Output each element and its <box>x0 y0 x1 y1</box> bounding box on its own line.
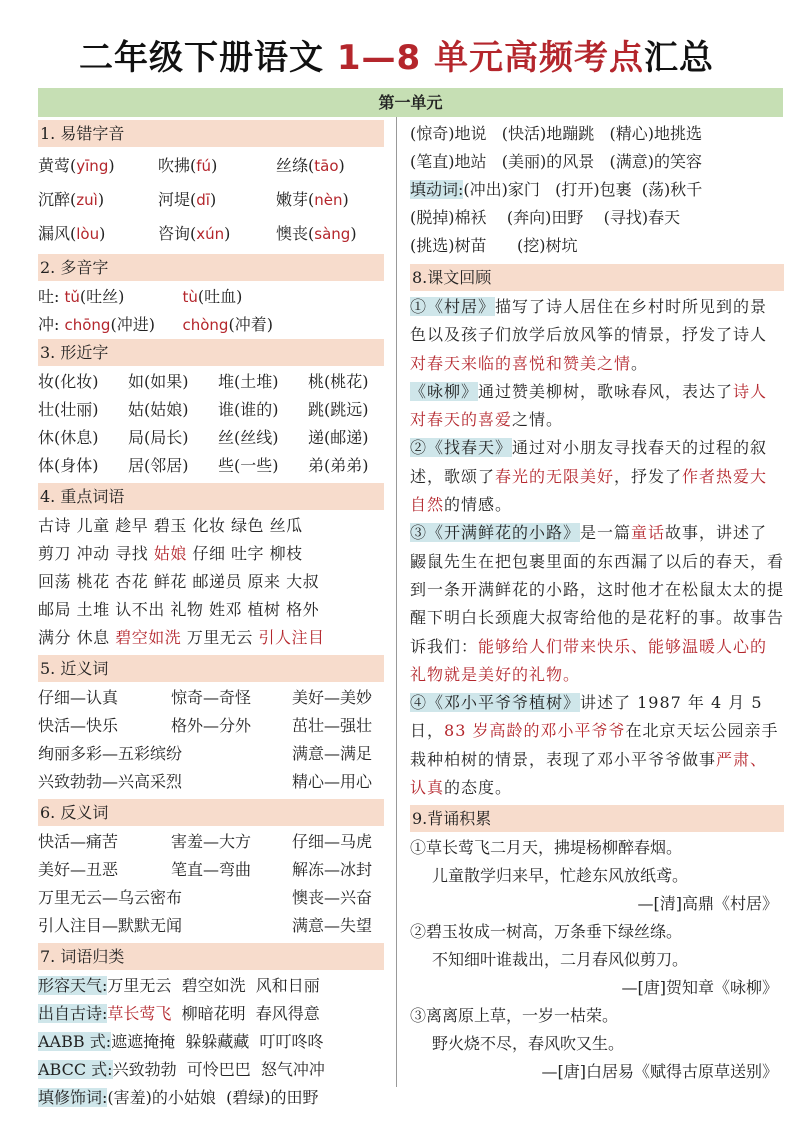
synonyms-list <box>38 684 384 796</box>
polyphonic-reading <box>64 283 182 311</box>
synonym-row <box>38 740 384 768</box>
section-heading-9: 9.背诵积累 <box>410 805 784 832</box>
word: 咨询 <box>158 224 191 243</box>
category-row <box>38 1056 384 1084</box>
key-word: 休息 <box>76 628 110 647</box>
description: ，抒发了 <box>614 466 683 486</box>
paren-open: ( <box>70 156 77 175</box>
section-heading-3: 3. 形近字 <box>38 339 384 366</box>
word-pair: 美好—丑恶 <box>38 860 119 879</box>
paren-open: ( <box>308 224 315 243</box>
word-pair: 仔细—马虎 <box>292 832 373 851</box>
key-word: 碧空如洗 <box>115 628 182 647</box>
key-word: 仔细 <box>192 544 226 563</box>
text-review-item <box>410 378 784 435</box>
lesson-title: ④《邓小平爷爷植树》 <box>410 693 581 713</box>
word-categories-continued <box>410 120 784 260</box>
word: 沉醉 <box>38 190 71 209</box>
word: 丝绦 <box>276 156 309 175</box>
text-review-item <box>410 434 784 519</box>
key-word: 丝瓜 <box>269 516 303 535</box>
left-column <box>38 120 384 1112</box>
key-word: 大叔 <box>286 572 320 591</box>
pinyin: tù <box>182 288 198 306</box>
text-review-item <box>410 689 784 802</box>
similar-char-item: 妆(化妆) <box>38 372 99 391</box>
key-point: 83 岁高龄的邓小平爷爷 <box>444 721 626 741</box>
similar-char-item: 如(如果) <box>128 372 189 391</box>
similar-char-item: 居(邻居) <box>128 456 189 475</box>
synonym-row <box>38 712 384 740</box>
paren-close: ) <box>211 156 218 175</box>
category-label: AABB 式: <box>38 1032 112 1051</box>
pinyin: tāo <box>314 157 339 175</box>
text-review-item <box>410 519 784 689</box>
pronunciation-item <box>276 149 345 183</box>
paren-open: ( <box>190 156 197 175</box>
key-point: 严肃、认真 <box>410 749 768 798</box>
right-column <box>410 120 784 1086</box>
section-heading-4: 4. 重点词语 <box>38 483 384 510</box>
description: 是一篇 <box>580 523 632 543</box>
key-point: 对春天来临的喜悦和赞美之情 <box>410 353 632 373</box>
word-categories-list <box>38 972 384 1112</box>
key-point: 诗人对春天的喜爱 <box>410 381 768 430</box>
example-word: (吐丝) <box>79 287 125 306</box>
key-word: 认不出 <box>115 600 165 619</box>
category-words: 万里无云 碧空如洗 风和日丽 <box>107 976 320 995</box>
word: 嫩芽 <box>276 190 309 209</box>
section-heading-8: 8.课文回顾 <box>410 264 784 291</box>
key-word: 土堆 <box>76 600 110 619</box>
word-pair: 惊奇—奇怪 <box>171 688 252 707</box>
category-row <box>38 1084 384 1112</box>
pinyin: chōng <box>64 316 111 334</box>
similar-char-item: 壮(壮丽) <box>38 400 99 419</box>
description: 描写了诗人居住在乡村时所见到的景色以及孩子们放学后放风筝的情景，抒发了诗人 <box>410 297 768 345</box>
category-label: 填修饰词: <box>38 1088 108 1107</box>
word: 吹拂 <box>158 156 191 175</box>
description: 的情感。 <box>444 495 513 515</box>
description: 讲述了 1987 年 4 月 5 日， <box>410 693 763 741</box>
key-words-row <box>38 540 384 568</box>
section-heading-1: 1. 易错字音 <box>38 120 384 147</box>
poem-attribution: —[唐]白居易《赋得古原草送别》 <box>541 1062 778 1082</box>
poem-line-1: ③离离原上草，一岁一枯荣。 <box>410 1006 619 1026</box>
poem-line-2: 不知细叶谁裁出，二月春风似剪刀。 <box>432 950 689 970</box>
synonym-row <box>38 684 384 712</box>
similar-char-row <box>38 396 384 424</box>
category-label: 形容天气: <box>38 976 108 995</box>
verb-words: (脱掉)棉袄 (奔向)田野 (寻找)春天 <box>410 208 681 227</box>
similar-char-item: 弟(弟弟) <box>308 456 369 475</box>
section-heading-2: 2. 多音字 <box>38 254 384 281</box>
word-pair: 绚丽多彩—五彩缤纷 <box>38 744 183 763</box>
key-words-row <box>38 596 384 624</box>
key-word: 化妆 <box>192 516 226 535</box>
polyphonic-row <box>38 311 384 339</box>
polyphonic-char: 吐: <box>38 287 65 306</box>
word-pair: 解冻—冰封 <box>292 860 373 879</box>
verb-row <box>410 204 784 232</box>
key-word: 邮局 <box>38 600 72 619</box>
word-pair: 笔直—弯曲 <box>171 860 252 879</box>
pronunciation-item <box>158 217 276 251</box>
paren-open: ( <box>190 224 197 243</box>
unit-banner: 第一单元 <box>38 88 783 117</box>
pinyin: sàng <box>314 225 351 243</box>
similar-char-item: 跳(跳远) <box>308 400 369 419</box>
antonym-row <box>38 912 384 940</box>
similar-char-item: 局(局长) <box>128 428 189 447</box>
poem-line-1: ①草长莺飞二月天，拂堤杨柳醉春烟。 <box>410 838 683 858</box>
poem-line-2: 儿童散学归来早，忙趁东风放纸鸢。 <box>432 866 689 886</box>
word-pair: 满意—满足 <box>292 744 373 763</box>
key-word: 绿色 <box>231 516 265 535</box>
word-pair: 快活—痛苦 <box>38 832 119 851</box>
similar-char-item: 休(休息) <box>38 428 99 447</box>
pronunciation-item <box>38 149 158 183</box>
pronunciation-item <box>158 183 276 217</box>
paren-close: ) <box>338 156 345 175</box>
key-word: 儿童 <box>76 516 110 535</box>
key-word: 原来 <box>247 572 281 591</box>
category-words: 兴致勃勃 可怜巴巴 怒气冲冲 <box>112 1060 325 1079</box>
section-heading-5: 5. 近义词 <box>38 655 384 682</box>
polyphonic-char-list <box>38 283 384 339</box>
word: 河堤 <box>158 190 191 209</box>
pronunciation-item <box>38 183 158 217</box>
word: 懊丧 <box>276 224 309 243</box>
key-point: 春光的无限美好 <box>495 466 615 486</box>
category-red-words: 草长莺飞 <box>107 1004 172 1023</box>
antonyms-list <box>38 828 384 940</box>
word-pair: 格外—分外 <box>171 716 252 735</box>
description: 在北京天坛公园亲手栽种柏树的情景，表现了邓小平爷爷做事 <box>410 721 779 769</box>
key-word: 姑娘 <box>153 544 187 563</box>
paren-close: ) <box>108 156 115 175</box>
lesson-title: ②《找春天》 <box>410 438 513 458</box>
similar-char-item: 递(邮递) <box>308 428 369 447</box>
key-word: 格外 <box>286 600 320 619</box>
page-title <box>0 30 793 79</box>
similar-char-item: 体(身体) <box>38 456 99 475</box>
word-pair: 兴致勃勃—兴高采烈 <box>38 772 183 791</box>
word-pair: 快活—快乐 <box>38 716 119 735</box>
key-word: 邮递员 <box>192 572 242 591</box>
word: 漏风 <box>38 224 71 243</box>
similar-char-item: 丝(丝线) <box>218 428 279 447</box>
title-prefix: 二年级下册语文 <box>79 38 337 78</box>
category-label: 出自古诗: <box>38 1004 108 1023</box>
pinyin: tǔ <box>64 288 80 306</box>
key-words-row <box>38 568 384 596</box>
poem-attribution: —[清]高鼎《村居》 <box>637 894 778 914</box>
key-word: 鲜花 <box>153 572 187 591</box>
key-point: 能够给人们带来快乐、能够温暖人心的礼物就是美好的礼物。 <box>410 636 768 684</box>
key-word: 古诗 <box>38 516 72 535</box>
poem-line-2: 野火烧不尽，春风吹又生。 <box>432 1034 625 1054</box>
verb-words: (冲出)家门 (打开)包裹 (荡)秋千 <box>463 180 703 199</box>
section-heading-6: 6. 反义词 <box>38 799 384 826</box>
key-word: 万里无云 <box>186 628 253 647</box>
word: 黄莺 <box>38 156 71 175</box>
key-words-row <box>38 624 384 652</box>
paren-close: ) <box>342 190 349 209</box>
synonym-row <box>38 768 384 796</box>
pinyin: zuì <box>76 191 98 209</box>
title-suffix: 汇总 <box>644 38 714 78</box>
antonym-row <box>38 828 384 856</box>
modifier-row: (惊奇)地说 (快活)地蹦跳 (精心)地挑选 <box>410 124 702 143</box>
pronunciation-item <box>276 217 357 251</box>
pronunciation-row <box>38 183 384 217</box>
example-word: (冲着) <box>228 315 273 334</box>
similar-char-row <box>38 424 384 452</box>
antonym-row <box>38 884 384 912</box>
polyphonic-reading <box>182 311 272 339</box>
recitation-list <box>410 834 784 1086</box>
paren-close: ) <box>97 190 105 209</box>
pronunciation-item <box>38 217 158 251</box>
lesson-title: ③《开满鲜花的小路》 <box>410 523 581 543</box>
similar-char-item: 谁(谁的) <box>218 400 279 419</box>
description: 之情。 <box>512 410 564 430</box>
lesson-title: ①《村居》 <box>410 297 496 316</box>
example-word: (吐血) <box>197 287 243 306</box>
description: 通过赞美柳树，歌咏春风，表达了 <box>478 381 734 401</box>
key-word: 杏花 <box>115 572 149 591</box>
key-words-list <box>38 512 384 652</box>
paren-open: ( <box>70 224 77 243</box>
polyphonic-row <box>38 283 384 311</box>
paren-close: ) <box>350 224 357 243</box>
paren-open: ( <box>308 156 315 175</box>
key-point: 作者热爱大自然 <box>410 466 768 515</box>
verb-row <box>410 232 784 260</box>
verb-label: 填动词: <box>410 180 464 199</box>
text-review-item <box>410 293 784 378</box>
polyphonic-reading <box>64 311 182 339</box>
pronunciation-item <box>276 183 349 217</box>
similar-char-grid <box>38 368 384 480</box>
word-pair: 引人注目—默默无闻 <box>38 916 183 935</box>
key-word: 回荡 <box>38 572 72 591</box>
word-pair: 懊丧—兴奋 <box>292 888 373 907</box>
word-pair: 害羞—大方 <box>171 832 252 851</box>
category-row <box>38 1028 384 1056</box>
poem-line-1: ②碧玉妆成一树高，万条垂下绿丝绦。 <box>410 922 683 942</box>
key-word: 寻找 <box>115 544 149 563</box>
pinyin: nèn <box>314 191 343 209</box>
key-word: 植树 <box>247 600 281 619</box>
pronunciation-row <box>38 149 384 183</box>
error-prone-pronunciation-list <box>38 149 384 251</box>
similar-char-item: 堆(土堆) <box>218 372 279 391</box>
key-word: 吐字 <box>231 544 265 563</box>
similar-char-item: 姑(姑娘) <box>128 400 189 419</box>
key-word: 满分 <box>38 628 72 647</box>
similar-char-row <box>38 368 384 396</box>
pronunciation-row <box>38 217 384 251</box>
pronunciation-item <box>158 149 276 183</box>
key-point: 童话 <box>631 523 666 543</box>
key-words-row <box>38 512 384 540</box>
column-divider <box>396 117 397 1087</box>
description: 通过对小朋友寻找春天的过程的叙述，歌颂了 <box>410 438 768 486</box>
pinyin: lòu <box>76 225 100 243</box>
pinyin: xún <box>196 225 225 243</box>
pinyin: yīng <box>76 157 109 175</box>
description: 。 <box>631 353 649 373</box>
key-word: 冲动 <box>76 544 110 563</box>
word-pair: 仔细—认真 <box>38 688 119 707</box>
verb-row <box>410 176 784 204</box>
key-word: 姓邓 <box>208 600 242 619</box>
paren-close: ) <box>224 224 231 243</box>
word-pair: 满意—失望 <box>292 916 373 935</box>
pinyin: dī <box>196 191 210 209</box>
lesson-title: 《咏柳》 <box>410 381 479 401</box>
antonym-row <box>38 856 384 884</box>
poem-attribution: —[唐]贺知章《咏柳》 <box>621 978 778 998</box>
description: 故事，讲述了鼹鼠先生在把包裹里面的东西漏了以后的春天，看到一条开满鲜花的小路，这时他才在松鼠太太的提醒下明白长颈鹿大叔寄给他的是花籽的事。故事告诉我们： <box>410 523 785 656</box>
paren-open: ( <box>70 190 77 209</box>
category-row <box>38 1000 384 1028</box>
key-word: 趁早 <box>115 516 149 535</box>
similar-char-item: 桃(桃花) <box>308 372 369 391</box>
pinyin: fú <box>196 157 212 175</box>
word-pair: 精心—用心 <box>292 772 373 791</box>
section-heading-7: 7. 词语归类 <box>38 943 384 970</box>
category-words: 柳暗花明 春风得意 <box>171 1004 320 1023</box>
key-word: 柳枝 <box>269 544 303 563</box>
paren-open: ( <box>308 190 315 209</box>
key-word: 桃花 <box>76 572 110 591</box>
similar-char-row <box>38 452 384 480</box>
word-pair: 万里无云—乌云密布 <box>38 888 183 907</box>
category-words: (害羞)的小姑娘 (碧绿)的田野 <box>107 1088 319 1107</box>
paren-open: ( <box>190 190 197 209</box>
similar-char-item: 些(一些) <box>218 456 279 475</box>
key-word: 引人注目 <box>258 628 325 647</box>
key-word: 礼物 <box>170 600 204 619</box>
text-review-list <box>410 293 784 802</box>
key-word: 剪刀 <box>38 544 72 563</box>
example-word: (冲进) <box>110 315 155 334</box>
polyphonic-char: 冲: <box>38 315 65 334</box>
verb-words: (挑选)树苗 (挖)树坑 <box>410 236 578 255</box>
word-pair: 茁壮—强壮 <box>292 716 373 735</box>
paren-close: ) <box>99 224 106 243</box>
modifier-row: (笔直)地站 (美丽)的风景 (满意)的笑容 <box>410 152 702 171</box>
pinyin: chòng <box>182 316 229 334</box>
category-label: ABCC 式: <box>38 1060 113 1079</box>
word-pair: 美好—美妙 <box>292 688 373 707</box>
title-highlight: 1—8 单元高频考点 <box>336 38 644 78</box>
description: 的态度。 <box>444 778 513 798</box>
category-row <box>38 972 384 1000</box>
key-word: 碧玉 <box>153 516 187 535</box>
paren-close: ) <box>209 190 217 209</box>
polyphonic-reading <box>182 283 242 311</box>
category-words: 遮遮掩掩 躲躲藏藏 叮叮咚咚 <box>111 1032 324 1051</box>
